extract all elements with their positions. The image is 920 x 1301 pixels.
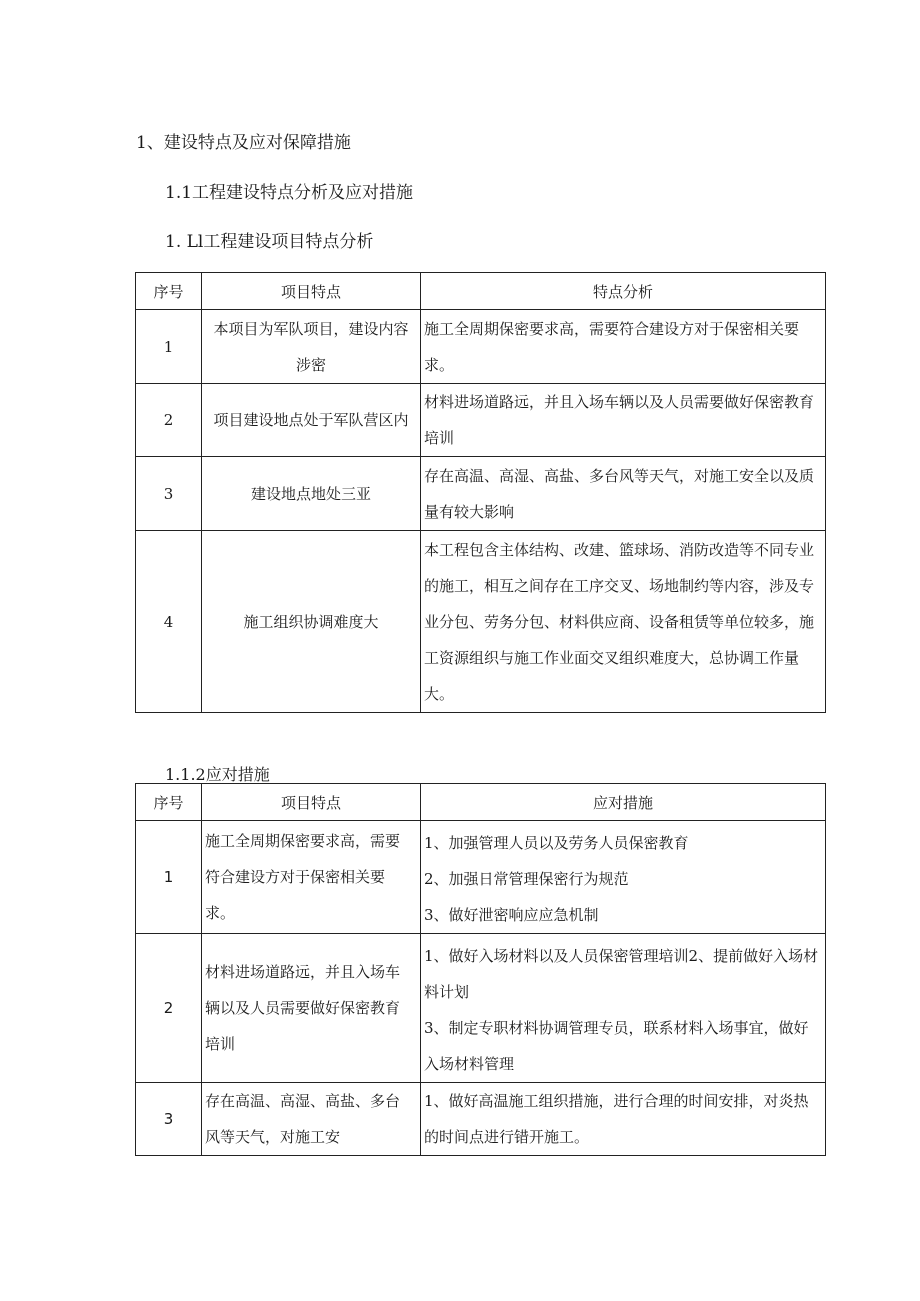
feature-cell: 存在高温、高湿、高盐、多台风等天气，对施工安 bbox=[202, 1083, 421, 1156]
table-header-row bbox=[136, 273, 826, 310]
table-row bbox=[136, 934, 826, 1083]
analysis-cell: 存在高温、高湿、高盐、多台风等天气，对施工安全以及质量有较大影响 bbox=[421, 457, 826, 531]
column-header-measures: 应对措施 bbox=[421, 784, 826, 821]
feature-cell: 材料进场道路远，并且入场车辆以及人员需要做好保密教育培训 bbox=[202, 934, 421, 1083]
table-header-row bbox=[136, 784, 826, 821]
feature-cell: 施工全周期保密要求高，需要符合建设方对于保密相关要求。 bbox=[202, 821, 421, 934]
section-heading-1-1: 1.1工程建设特点分析及应对措施 bbox=[165, 183, 414, 203]
countermeasures-table bbox=[135, 783, 826, 1156]
table-row bbox=[136, 384, 826, 457]
table-row bbox=[136, 1083, 826, 1156]
row-number: 3 bbox=[136, 1083, 202, 1156]
feature-cell: 建设地点地处三亚 bbox=[202, 457, 421, 531]
row-number: 2 bbox=[136, 384, 202, 457]
row-number: 1 bbox=[136, 821, 202, 934]
section-heading-1: 1、建设特点及应对保障措施 bbox=[136, 133, 351, 153]
feature-cell: 项目建设地点处于军队营区内 bbox=[202, 384, 421, 457]
analysis-cell: 本工程包含主体结构、改建、篮球场、消防改造等不同专业的施工，相互之间存在工序交叉、场地制约等内容，涉及专业分包、劳务分包、材料供应商、设备租赁等单位较多，施工资源组织与施工作业面交叉组织难度大，总协调工作量大。 bbox=[421, 531, 826, 713]
table-row bbox=[136, 310, 826, 384]
analysis-cell: 材料进场道路远，并且入场车辆以及人员需要做好保密教育培训 bbox=[421, 384, 826, 457]
feature-cell: 本项目为军队项目，建设内容涉密 bbox=[202, 310, 421, 384]
column-header-feature: 项目特点 bbox=[202, 273, 421, 310]
measure-item: 1、做好入场材料以及人员保密管理培训2、提前做好入场材料计划 bbox=[424, 947, 819, 1001]
row-number: 4 bbox=[136, 531, 202, 713]
analysis-cell: 施工全周期保密要求高，需要符合建设方对于保密相关要求。 bbox=[421, 310, 826, 384]
table-row bbox=[136, 531, 826, 713]
feature-cell: 施工组织协调难度大 bbox=[202, 531, 421, 713]
column-header-no: 序号 bbox=[136, 273, 202, 310]
measure-item: 1、加强管理人员以及劳务人员保密教育 bbox=[424, 834, 689, 852]
feature-analysis-table bbox=[135, 272, 826, 713]
section-heading-1-1-1: 1. Ll工程建设项目特点分析 bbox=[165, 232, 374, 252]
column-header-no: 序号 bbox=[136, 784, 202, 821]
measures-cell bbox=[421, 821, 826, 934]
table-row bbox=[136, 821, 826, 934]
table-row bbox=[136, 457, 826, 531]
measures-cell bbox=[421, 1083, 826, 1156]
row-number: 3 bbox=[136, 457, 202, 531]
column-header-analysis: 特点分析 bbox=[421, 273, 826, 310]
measure-item: 2、加强日常管理保密行为规范 bbox=[424, 870, 629, 888]
column-header-feature: 项目特点 bbox=[202, 784, 421, 821]
measure-item: 1、做好高温施工组织措施，进行合理的时间安排，对炎热的时间点进行错开施工。 bbox=[424, 1092, 809, 1146]
row-number: 1 bbox=[136, 310, 202, 384]
row-number: 2 bbox=[136, 934, 202, 1083]
section-heading-1-1-2: 1.1.2应对措施 bbox=[165, 765, 270, 784]
measure-item: 3、制定专职材料协调管理专员，联系材料入场事宜，做好入场材料管理 bbox=[424, 1019, 809, 1073]
measures-cell bbox=[421, 934, 826, 1083]
measure-item: 3、做好泄密响应应急机制 bbox=[424, 906, 599, 924]
